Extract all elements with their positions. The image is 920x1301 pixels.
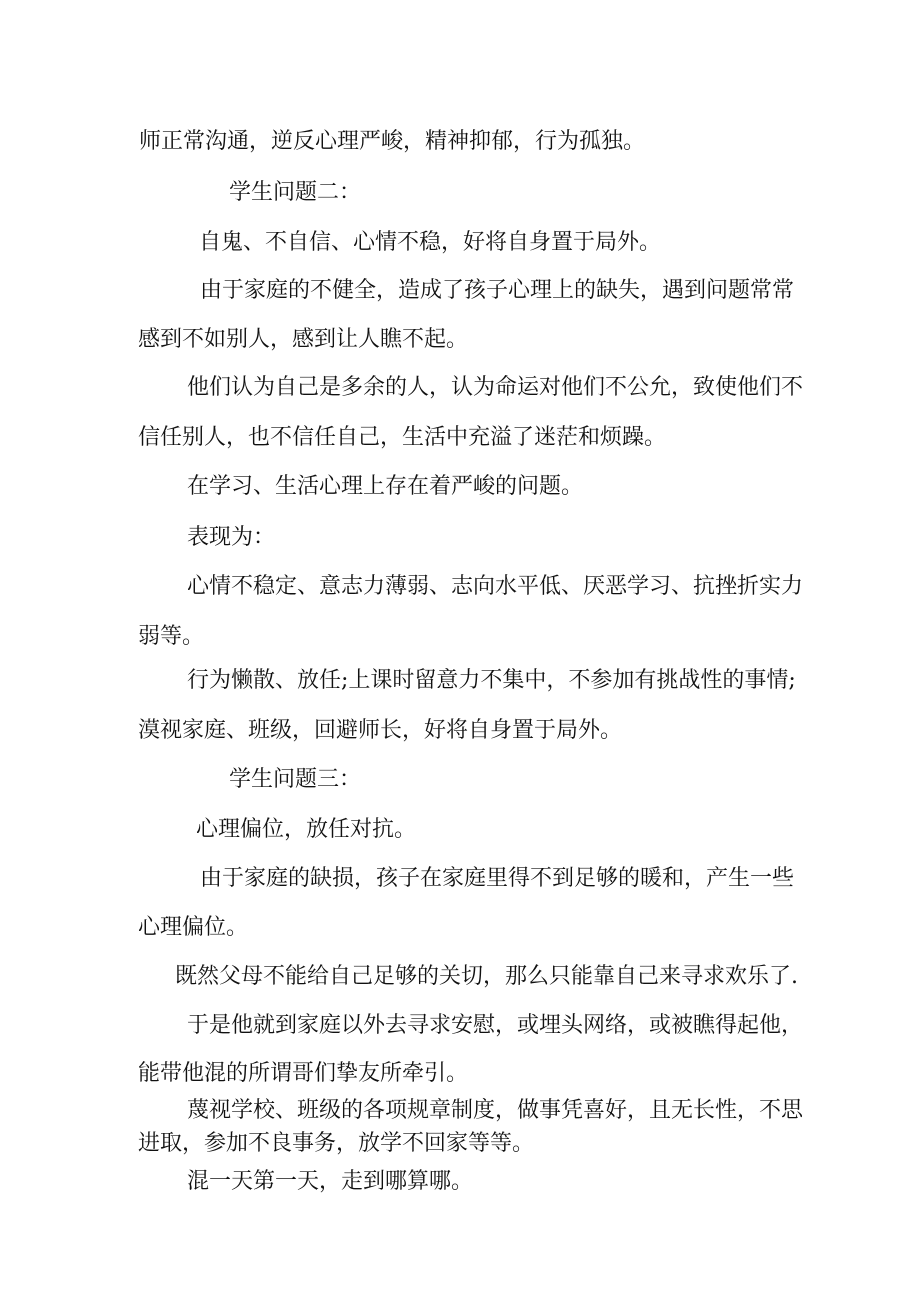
text-line: 混一天第一天，走到哪算哪。 [187, 1169, 474, 1194]
text-line: 他们认为自己是多余的人，认为命运对他们不公允，致使他们不 [187, 375, 804, 400]
text-line: 由于家庭的缺损，孩子在家庭里得不到足够的暖和，产生一些 [200, 866, 795, 891]
text-line: 心情不稳定、意志力薄弱、志向水平低、厌恶学习、抗挫折实力 [187, 574, 804, 599]
text-line: 弱等。 [138, 624, 205, 649]
text-line: 师正常沟通，逆反心理严峻，精神抑郁，行为孤独。 [139, 129, 646, 154]
text-line: 自鬼、不自信、心情不稳，好将自身置于局外。 [199, 230, 662, 255]
text-line: 于是他就到家庭以外去寻求安慰，或埋头网络，或被瞧得起他， [187, 1013, 804, 1038]
text-line: 既然父母不能给自己足够的关切，那么只能靠自己来寻求欢乐了. [175, 964, 798, 989]
text-line: 表现为： [187, 525, 276, 550]
text-line: 漠视家庭、班级，回避师长，好将自身置于局外。 [138, 718, 623, 743]
text-line: 心理偏位。 [138, 915, 249, 940]
text-line: 信任别人，也不信任自己，生活中充溢了迷茫和烦躁。 [138, 425, 667, 450]
text-line: 能带他混的所谓哥们挚友所牵引。 [138, 1061, 469, 1086]
text-line: 蔑视学校、班级的各项规章制度，做事凭喜好，且无长性，不思 [187, 1098, 804, 1123]
text-line: 由于家庭的不健全，造成了孩子心理上的缺失，遇到问题常常 [200, 278, 795, 303]
section-heading-problem-3: 学生问题三： [229, 767, 362, 792]
text-line: 进取，参加不良事务，放学不回家等等。 [138, 1131, 535, 1156]
text-line: 感到不如别人，感到让人瞧不起。 [138, 327, 469, 352]
text-line: 行为懒散、放任;上课时留意力不集中，不参加有挑战性的事情; [187, 668, 796, 693]
text-line: 在学习、生活心理上存在着严峻的问题。 [187, 474, 584, 499]
section-heading-problem-2: 学生问题二： [229, 180, 362, 205]
text-line: 心理偏位，放任对抗。 [196, 817, 417, 842]
